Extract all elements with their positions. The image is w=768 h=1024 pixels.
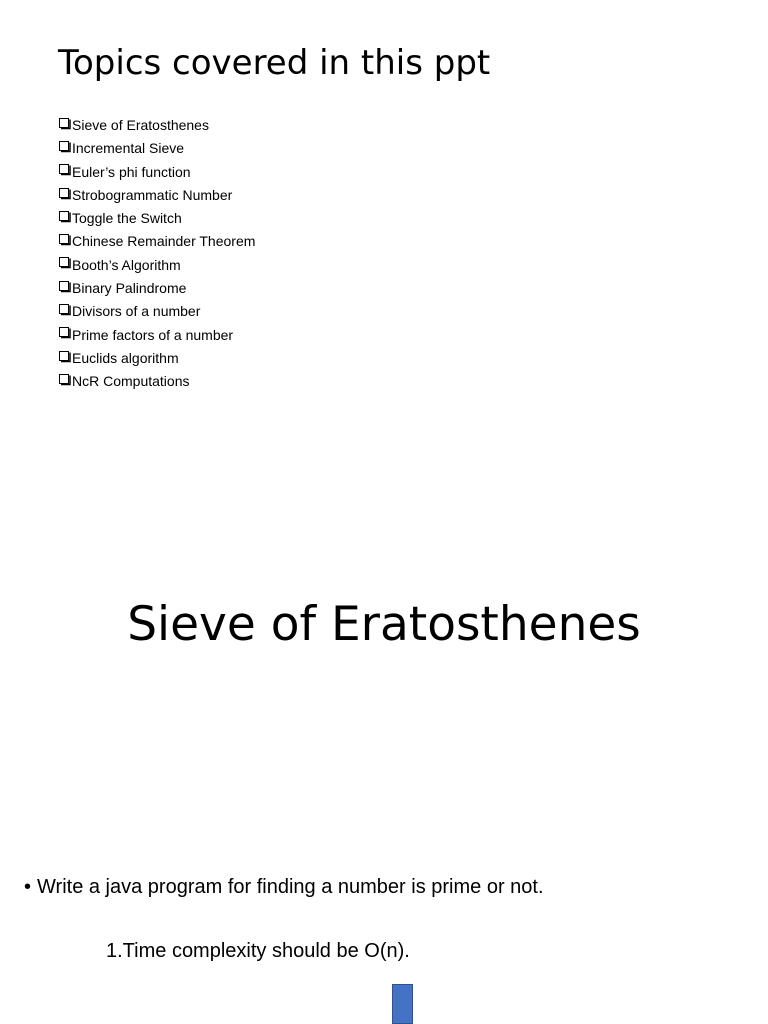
list-item: [59, 114, 255, 137]
topic-label: Prime factors of a number: [72, 326, 234, 343]
checkbox-icon: [59, 326, 71, 340]
topic-label: Chinese Remainder Theorem: [72, 233, 256, 250]
checkbox-icon: [59, 117, 71, 131]
bullet-char: •: [24, 876, 32, 898]
checkbox-icon: [59, 187, 71, 201]
topic-label: NcR Computations: [72, 373, 190, 390]
topic-label: Divisors of a number: [72, 303, 201, 320]
topic-label: Toggle the Switch: [72, 210, 182, 227]
checkbox-icon: [59, 233, 71, 247]
list-item: [59, 324, 255, 347]
list-item: [59, 161, 255, 184]
topic-list: [59, 114, 255, 394]
checkbox-icon: [59, 210, 71, 224]
list-item: [59, 230, 255, 253]
checkbox-icon: [59, 140, 71, 154]
list-item: [59, 184, 255, 207]
sub-point: 1.Time complexity should be O(n).: [106, 940, 410, 962]
list-item: [59, 300, 255, 323]
slide-title: Topics covered in this ppt: [58, 43, 491, 83]
topic-label: Euclids algorithm: [72, 349, 179, 366]
topic-label: Sieve of Eratosthenes: [72, 117, 209, 133]
checkbox-icon: [59, 280, 71, 294]
topic-label: Booth’s Algorithm: [72, 256, 181, 273]
section-title: Sieve of Eratosthenes: [127, 597, 641, 652]
list-item: [59, 254, 255, 277]
list-item: [59, 277, 255, 300]
bullet-text: Write a java program for finding a number is prime or not.: [37, 876, 544, 898]
list-item: [59, 137, 255, 160]
checkbox-icon: [59, 256, 71, 270]
checkbox-icon: [59, 350, 71, 364]
topic-label: Euler’s phi function: [72, 163, 191, 180]
topic-label: Incremental Sieve: [72, 140, 185, 157]
blue-shape: [392, 984, 413, 1024]
list-item: [59, 347, 255, 370]
list-item: [59, 207, 255, 230]
topic-label: Binary Palindrome: [72, 280, 187, 297]
checkbox-icon: [59, 303, 71, 317]
list-item: [59, 370, 255, 393]
bullet-point: [24, 873, 544, 901]
checkbox-icon: [59, 373, 71, 387]
topic-label: Strobogrammatic Number: [72, 186, 233, 203]
checkbox-icon: [59, 163, 71, 177]
